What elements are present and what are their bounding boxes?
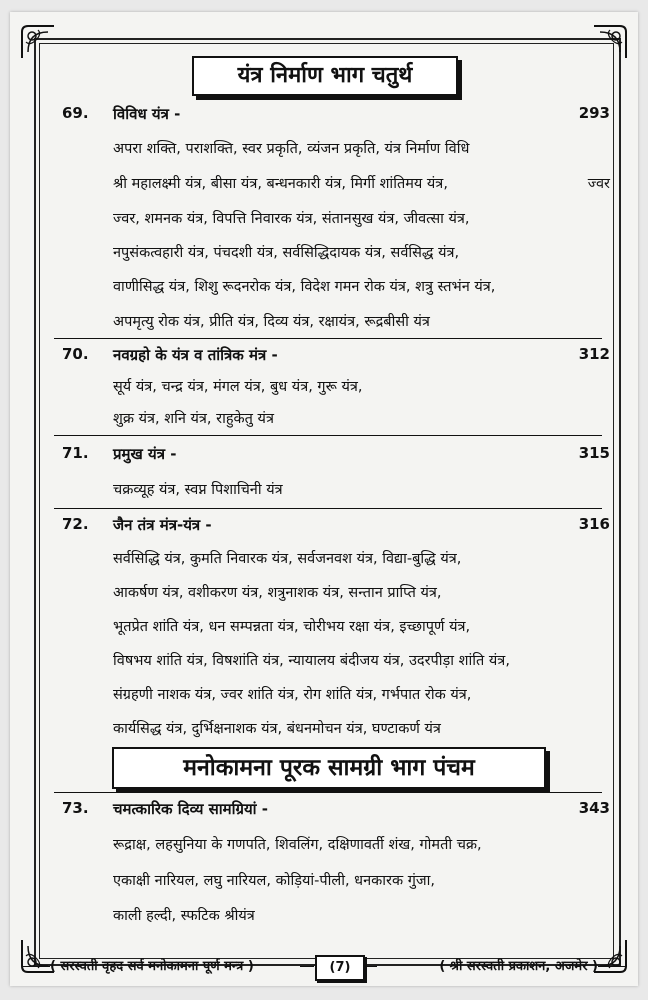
entry-line: एकाक्षी नारियल, लघु नारियल, कोड़ियां-पीली, धनकारक गुंजा, (113, 873, 435, 889)
corner-ornament-icon (590, 22, 630, 62)
entry-title: नवग्रहो के यंत्र व तांत्रिक मंत्र - (113, 346, 278, 364)
entry-line: आकर्षण यंत्र, वशीकरण यंत्र, शत्रुनाशक यंत्र, सन्तान प्राप्ति यंत्र, (113, 585, 442, 601)
entry-title: विविध यंत्र - (113, 105, 181, 123)
footer-rule (22, 966, 50, 967)
entry-line: कार्यसिद्ध यंत्र, दुर्भिक्षनाशक यंत्र, बंधनमोचन यंत्र, घण्टाकर्ण यंत्र (113, 721, 441, 737)
entry-line: विषभय शांति यंत्र, विषशांति यंत्र, न्यायालय बंदीजय यंत्र, उदरपीड़ा शांति यंत्र, (113, 653, 510, 669)
entry-page: 293 (578, 104, 610, 122)
entry-line: अपरा शक्ति, पराशक्ति, स्वर प्रकृति, व्यंजन प्रकृति, यंत्र निर्माण विधि (113, 141, 470, 157)
footer-book-title: ( सरस्वती वृहद सर्व मनोकामना पूर्ण मन्त्र ) (50, 959, 254, 974)
page-number: (7) (315, 955, 365, 981)
document-page (10, 12, 638, 986)
entry-page: 343 (578, 799, 610, 817)
entry-number: 72. (62, 515, 89, 533)
footer-rule (300, 966, 314, 967)
section-title: मनोकामना पूरक सामग्री भाग पंचम (112, 747, 546, 789)
entry-title: जैन तंत्र मंत्र-यंत्र - (113, 516, 212, 534)
entry-line: नपुसंकत्वहारी यंत्र, पंचदशी यंत्र, सर्वसिद्धिदायक यंत्र, सर्वसिद्ध यंत्र, (113, 245, 460, 261)
entry-line: वाणीसिद्ध यंत्र, शिशु रूदनरोक यंत्र, विदेश गमन रोक यंत्र, शत्रु स्तभंन यंत्र, (113, 279, 496, 295)
entry-line: शुक्र यंत्र, शनि यंत्र, राहुकेतु यंत्र (113, 411, 274, 427)
entry-line: संग्रहणी नाशक यंत्र, ज्वर शांति यंत्र, रोग शांति यंत्र, गर्भपात रोक यंत्र, (113, 687, 472, 703)
entry-line: अपमृत्यु रोक यंत्र, प्रीति यंत्र, दिव्य यंत्र, रक्षायंत्र, रूद्रबीसी यंत्र (113, 314, 430, 330)
divider (54, 435, 602, 436)
entry-line: सर्वसिद्धि यंत्र, कुमति निवारक यंत्र, सर्वजनवश यंत्र, विद्या-बुद्धि यंत्र, (113, 551, 462, 567)
entry-line: श्री महालक्ष्मी यंत्र, बीसा यंत्र, बन्धनकारी यंत्र, मिर्गी शांतिमय यंत्र, (113, 176, 448, 192)
entry-number: 73. (62, 799, 89, 817)
entry-line: ज्वर, शमनक यंत्र, विपत्ति निवारक यंत्र, संतानसुख यंत्र, जीवत्सा यंत्र, (113, 211, 470, 227)
entry-line: काली हल्दी, स्फटिक श्रीयंत्र (113, 908, 255, 924)
footer-rule (363, 966, 377, 967)
entry-page: 315 (578, 444, 610, 462)
footer-publisher: ( श्री सरस्वती प्रकाशन, अजमेर ) (439, 959, 598, 974)
section-title: यंत्र निर्माण भाग चतुर्थ (192, 56, 458, 96)
divider (54, 792, 602, 793)
corner-ornament-icon (18, 22, 58, 62)
entry-title: चमत्कारिक दिव्य सामग्रियां - (113, 800, 268, 818)
entry-number: 70. (62, 345, 89, 363)
divider (54, 338, 602, 339)
entry-line: रूद्राक्ष, लहसुनिया के गणपति, शिवलिंग, दक्षिणावर्ती शंख, गोमती चक्र, (113, 837, 482, 853)
entry-title: प्रमुख यंत्र - (113, 445, 177, 463)
entry-page: 316 (578, 515, 610, 533)
entry-number: 69. (62, 104, 89, 122)
entry-page: 312 (578, 345, 610, 363)
entry-line: सूर्य यंत्र, चन्द्र यंत्र, मंगल यंत्र, बुध यंत्र, गुरू यंत्र, (113, 379, 363, 395)
entry-line: भूतप्रेत शांति यंत्र, धन सम्पन्नता यंत्र, चोरीभय रक्षा यंत्र, इच्छापूर्ण यंत्र, (113, 619, 471, 635)
entry-line: चक्रव्यूह यंत्र, स्वप्न पिशाचिनी यंत्र (113, 482, 283, 498)
entry-number: 71. (62, 444, 89, 462)
footer-rule (598, 966, 626, 967)
divider (54, 508, 602, 509)
side-word: ज्वर (587, 176, 610, 192)
